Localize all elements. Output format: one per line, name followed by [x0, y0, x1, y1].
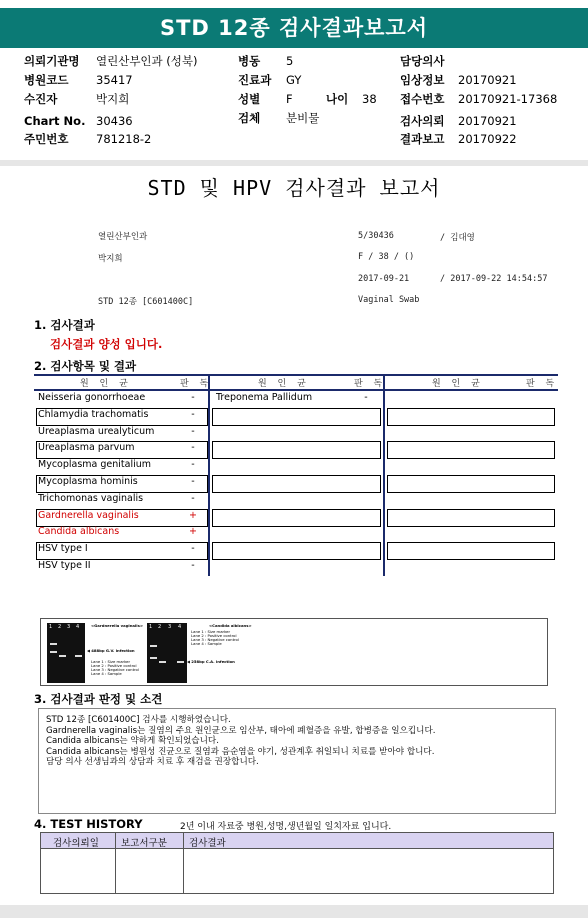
organism-result: - [191, 442, 195, 454]
empty-result-box [387, 441, 555, 459]
gel-band [150, 657, 157, 659]
gel-right-lane-1: Lane 1 : Size marker [191, 629, 231, 634]
gel-right-lane-4: Lane 4 : Sample [191, 641, 222, 646]
organism-name: Neisseria gonorrhoeae [38, 392, 146, 403]
section-1-title: 1. 검사결과 [34, 318, 95, 332]
info-value-resident-no: 781218-2 [96, 132, 152, 146]
info-label-age: 나이 [326, 92, 349, 106]
col-header-judge-2: 판 독 [354, 379, 387, 389]
organism-name: Ureaplasma urealyticum [38, 425, 155, 437]
gel-left-lane-1: Lane 1 : Size marker [91, 659, 131, 664]
info-value-clinical: 20170921 [458, 73, 517, 87]
history-col-report-type: 보고서구분 [121, 838, 167, 849]
info-value-patient: 박지희 [96, 92, 130, 106]
empty-result-box [212, 509, 381, 527]
col-header-judge-3: 판 독 [526, 379, 559, 389]
info-value-request-date: 20170921 [458, 114, 517, 128]
organism-result: - [191, 459, 195, 471]
info-value-specimen: 분비물 [286, 111, 320, 125]
organism-result: - [191, 560, 195, 571]
section-4-title: 4. TEST HISTORY [34, 817, 143, 831]
report-date-reported: / 2017-09-22 14:54:57 [440, 274, 548, 284]
organism-name: Ureaplasma parvum [38, 442, 135, 454]
history-note: 2년 이내 자료중 병원,성명,생년월일 일치자료 입니다. [180, 822, 392, 832]
report-hospital: 열린산부인과 [98, 232, 148, 242]
comment-line: STD 12종 [C601400C] 검사를 시행하였습니다. [46, 715, 231, 725]
gel-band [150, 645, 157, 647]
history-divider [115, 833, 116, 893]
info-value-hospital: 열린산부인과 (성북) [96, 54, 198, 68]
organism-result: - [191, 408, 195, 420]
history-col-result: 검사결과 [189, 838, 226, 849]
info-label-specimen: 검체 [238, 111, 261, 125]
organism-result: - [191, 392, 195, 403]
gel-electrophoresis-panel [40, 618, 548, 686]
gel-lane-3: 3 [168, 624, 172, 630]
empty-result-box [212, 542, 381, 560]
info-value-sex: F [286, 92, 293, 106]
organism-name: HSV type II [38, 560, 91, 571]
info-label-doctor: 담당의사 [400, 54, 445, 68]
info-value-age: 38 [362, 92, 377, 106]
info-label-patient: 수진자 [24, 92, 58, 106]
info-value-department: GY [286, 73, 302, 87]
empty-result-box [387, 475, 555, 493]
history-table [40, 832, 554, 894]
organism-result: - [191, 492, 195, 504]
comment-line: Candida albicans는 병원성 진균으로 질염과 음순염을 야기, 성관계후 취일되니 치료를 받아야 합니다. [46, 746, 435, 757]
organism-result: - [191, 543, 195, 555]
empty-result-box [212, 441, 381, 459]
section-3-title: 3. 검사결과 판정 및 소견 [34, 692, 163, 706]
gel-left-lane-3: Lane 3 : Negative control [91, 667, 139, 672]
empty-result-box [387, 542, 555, 560]
gel-band [59, 655, 66, 657]
info-value-ward: 5 [286, 54, 294, 68]
gel-lane-4: 4 [76, 624, 80, 630]
history-col-request-date: 검사의뢰일 [53, 838, 99, 849]
organism-result: + [189, 526, 197, 538]
gel-lane-1: 1 [149, 624, 153, 630]
gel-right-band-label: ◀ 258bp C.A. infection [187, 659, 235, 664]
separator [0, 160, 588, 166]
gel-band [75, 655, 82, 657]
info-value-hospital-code: 35417 [96, 73, 133, 87]
info-value-receipt-no: 20170921-17368 [458, 92, 558, 106]
report-doctor: / 김대영 [440, 233, 475, 243]
table-divider-1 [208, 374, 210, 576]
col-header-judge-1: 판 독 [180, 379, 213, 389]
info-label-report-date: 결과보고 [400, 132, 445, 146]
section-2-title: 2. 검사항목 및 결과 [34, 359, 137, 373]
organism-name: Trichomonas vaginalis [38, 492, 144, 504]
history-divider [183, 833, 184, 893]
table-divider-2 [383, 374, 385, 576]
gel-lane-2: 2 [158, 624, 162, 630]
info-label-sex: 성별 [238, 92, 261, 106]
col-header-organism-1: 원 인 균 [80, 379, 132, 389]
info-label-department: 진료과 [238, 73, 272, 87]
organism-result: - [191, 425, 195, 437]
organism-result: - [191, 476, 195, 487]
history-header-row [41, 833, 553, 849]
table-header-line [34, 389, 558, 391]
gel-band [50, 643, 57, 645]
organism-name: Chlamydia trachomatis [38, 408, 149, 420]
info-label-chart-no: Chart No. [24, 114, 86, 128]
document-title: STD 및 HPV 검사결과 보고서 [147, 176, 441, 200]
info-label-hospital-code: 병원코드 [24, 73, 69, 87]
report-sex-age: F / 38 / () [358, 252, 415, 262]
gel-band [50, 651, 57, 653]
organism-name: Mycoplasma genitalium [38, 459, 152, 471]
report-test-code: STD 12종 [C601400C] [98, 297, 194, 307]
comment-line: Gardnerella vaginalis는 질염의 주요 원인균으로 임산부, 태아에 폐혈증을 유발, 합병증을 일으킵니다. [46, 725, 436, 736]
info-label-clinical: 임상정보 [400, 73, 445, 87]
report-header [0, 8, 588, 48]
info-label-request-date: 검사의뢰 [400, 114, 445, 128]
info-label-ward: 병동 [238, 54, 261, 68]
result-summary: 검사결과 양성 입니다. [50, 337, 163, 351]
report-specimen: Vaginal Swab [358, 295, 420, 305]
gel-image-gardnerella [47, 623, 85, 683]
info-value-chart-no: 30436 [96, 114, 133, 128]
comment-line: Candida albicans는 약하게 확인되었습니다. [46, 736, 219, 747]
gel-image-candida [147, 623, 187, 683]
report-chart: 5/30436 [358, 231, 394, 241]
organism-name: Gardnerella vaginalis [38, 509, 139, 521]
footer-bar [0, 905, 588, 918]
report-header-title: STD 12종 검사결과보고서 [159, 16, 428, 40]
gel-right-title: <Candida albicans> [209, 623, 252, 628]
organism-result: - [364, 392, 368, 403]
report-date-received: 2017-09-21 [358, 274, 410, 284]
info-label-hospital: 의뢰기관명 [24, 54, 80, 68]
organism-result: + [189, 509, 197, 521]
empty-result-box [387, 408, 555, 426]
gel-right-lane-2: Lane 2 : Positive control [191, 633, 237, 638]
gel-left-lane-2: Lane 2 : Positive control [91, 663, 137, 668]
organism-name: Candida albicans [38, 526, 120, 538]
gel-band [177, 661, 184, 663]
info-label-receipt-no: 접수번호 [400, 92, 445, 106]
empty-result-box [387, 509, 555, 527]
gel-right-lane-3: Lane 3 : Negative control [191, 637, 239, 642]
gel-band [159, 661, 166, 663]
gel-lane-1: 1 [49, 624, 53, 630]
gel-left-lane-4: Lane 4 : Sample [91, 671, 122, 676]
report-patient: 박지희 [98, 254, 123, 264]
col-header-organism-2: 원 인 균 [258, 379, 310, 389]
gel-lane-4: 4 [178, 624, 182, 630]
organism-name: Treponema Pallidum [216, 392, 313, 403]
empty-result-box [212, 408, 381, 426]
patient-info [0, 52, 588, 156]
comment-line: 담당 의사 선생님과의 상담과 치료 후 재검을 권장합니다. [46, 757, 259, 768]
organism-name: HSV type I [38, 543, 88, 555]
gel-lane-3: 3 [67, 624, 71, 630]
organism-name: Mycoplasma hominis [38, 476, 138, 487]
gel-lane-2: 2 [58, 624, 62, 630]
col-header-organism-3: 원 인 균 [432, 379, 484, 389]
info-label-resident-no: 주민번호 [24, 132, 69, 146]
empty-result-box [212, 475, 381, 493]
gel-left-band-label: ◀ 488bp G.V. infection [87, 648, 135, 653]
info-value-report-date: 20170922 [458, 132, 517, 146]
gel-left-title: <Gardnerella vaginalis> [91, 623, 144, 628]
